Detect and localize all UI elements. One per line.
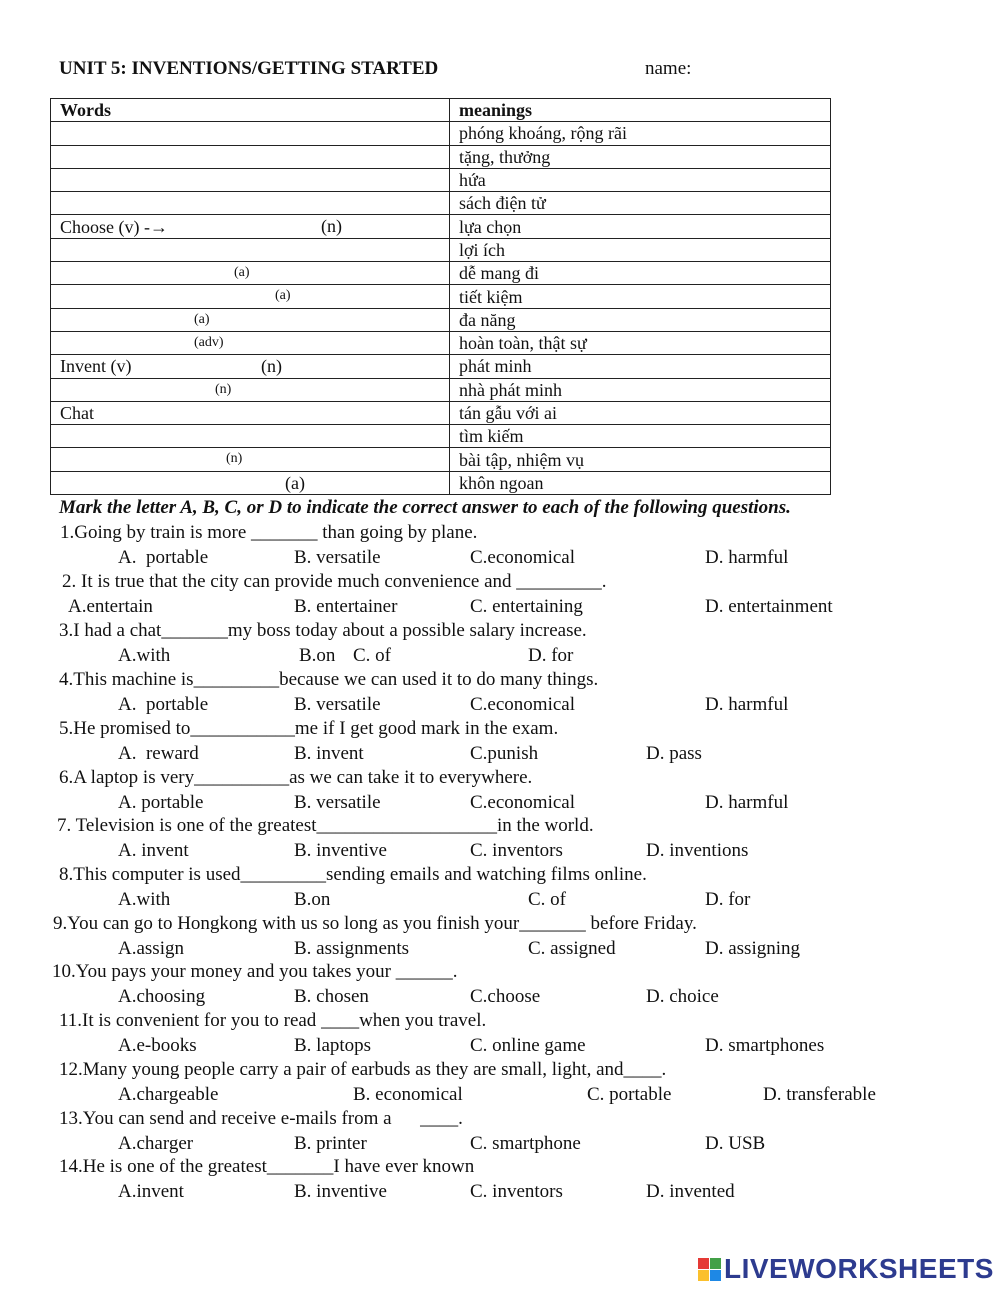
- question-text: [59, 718, 558, 740]
- answer-option[interactable]: A. portable: [118, 792, 204, 813]
- answer-option[interactable]: D. USB: [705, 1133, 766, 1154]
- question-text: [59, 767, 532, 789]
- vocab-row: [51, 262, 831, 285]
- answer-option[interactable]: A. portable: [118, 547, 209, 568]
- question-stem: 13.You can send and receive e-mails from a: [59, 1108, 421, 1129]
- question-text: [52, 961, 458, 983]
- meaning-cell: tán gẫu với ai: [450, 401, 831, 424]
- word-cell[interactable]: [51, 168, 450, 191]
- word-cell[interactable]: [51, 425, 450, 448]
- part-of-speech-label: (a): [275, 288, 291, 304]
- answer-option[interactable]: D. harmful: [705, 547, 789, 568]
- answer-blank[interactable]: ____: [623, 1059, 662, 1080]
- words-column-header: Words: [51, 99, 450, 122]
- question-ending: before Friday.: [585, 913, 697, 934]
- answer-option[interactable]: C. assigned: [528, 938, 616, 959]
- question-stem: 11.It is convenient for you to read: [59, 1010, 322, 1031]
- meaning-cell: hoàn toàn, thật sự: [450, 331, 831, 354]
- question-ending: when you travel.: [359, 1010, 487, 1031]
- question-stem: 3.I had a chat: [59, 620, 162, 641]
- answer-option[interactable]: A.e-books: [118, 1035, 197, 1056]
- question-stem: 2. It is true that the city can provide much convenience and: [62, 571, 517, 592]
- answer-blank[interactable]: ___________________: [316, 815, 498, 836]
- vocab-row: [51, 145, 831, 168]
- answer-option[interactable]: D. harmful: [705, 792, 789, 813]
- part-of-speech-label: (n): [226, 451, 243, 467]
- vocab-row: [51, 215, 831, 238]
- answer-option[interactable]: B. assignments: [294, 938, 410, 959]
- answer-option[interactable]: C. inventors: [470, 840, 563, 861]
- question-ending: .: [661, 1059, 667, 1080]
- part-of-speech-label: (adv): [194, 334, 224, 350]
- answer-blank[interactable]: _________: [516, 571, 602, 592]
- word-cell[interactable]: [51, 331, 450, 354]
- answer-option[interactable]: B. chosen: [294, 986, 369, 1007]
- answer-blank[interactable]: ______: [395, 961, 453, 982]
- answer-blank[interactable]: _______: [266, 1156, 334, 1177]
- answer-option[interactable]: B. versatile: [294, 694, 381, 715]
- part-of-speech-label: (n): [215, 381, 232, 397]
- vocab-row: [51, 331, 831, 354]
- answer-option[interactable]: A.charger: [118, 1133, 194, 1154]
- word-cell[interactable]: [51, 355, 450, 378]
- vocab-row: [51, 378, 831, 401]
- word-cell[interactable]: [51, 308, 450, 331]
- answer-option[interactable]: A.with: [118, 889, 171, 910]
- question-stem: 9.You can go to Hongkong with us so long as you finish your: [53, 913, 520, 934]
- question-ending: .: [452, 961, 458, 982]
- question-text: [59, 1059, 666, 1081]
- question-text: [59, 620, 587, 642]
- answer-option[interactable]: C. portable: [587, 1084, 672, 1105]
- question-text: [53, 913, 697, 935]
- answer-option[interactable]: D. entertainment: [705, 596, 833, 617]
- answer-option[interactable]: A.assign: [118, 938, 184, 959]
- question-stem: 4.This machine is: [59, 669, 194, 690]
- word-text: Choose (v) -: [60, 216, 150, 237]
- vocab-row: [51, 471, 831, 494]
- meaning-cell: hứa: [450, 168, 831, 191]
- answer-option[interactable]: B.on: [294, 889, 331, 910]
- answer-option[interactable]: B. inventive: [294, 1181, 387, 1202]
- question-ending: than going by plane.: [317, 522, 478, 543]
- question-text: [60, 522, 477, 544]
- word-text: Chat: [60, 403, 94, 423]
- question-stem: 12.Many young people carry a pair of earbuds as they are small, light, and: [59, 1059, 624, 1080]
- answer-option[interactable]: B. printer: [294, 1133, 367, 1154]
- meaning-cell: khôn ngoan: [450, 471, 831, 494]
- answer-blank[interactable]: _________: [193, 669, 280, 690]
- meaning-cell: dễ mang đi: [450, 262, 831, 285]
- answer-option[interactable]: D. invented: [646, 1181, 735, 1202]
- answer-blank[interactable]: _______: [519, 913, 586, 934]
- answer-option[interactable]: A. portable: [118, 694, 209, 715]
- logo-text: LIVEWORKSHEETS: [724, 1253, 994, 1284]
- vocab-row: [51, 238, 831, 261]
- logo-icon: [698, 1258, 721, 1281]
- answer-option[interactable]: A. reward: [118, 743, 199, 764]
- part-of-speech-label: (n): [321, 216, 342, 237]
- meaning-cell: lợi ích: [450, 238, 831, 261]
- vocab-row: [51, 425, 831, 448]
- meaning-cell: phát minh: [450, 355, 831, 378]
- question-ending: .: [458, 1108, 463, 1129]
- answer-option[interactable]: A. invent: [118, 840, 189, 861]
- answer-blank[interactable]: _______: [161, 620, 228, 641]
- vocab-row: [51, 308, 831, 331]
- question-ending: I have ever known: [333, 1156, 475, 1177]
- vocab-row: [51, 401, 831, 424]
- answer-option[interactable]: C.punish: [470, 743, 539, 764]
- answer-option[interactable]: D. assigning: [705, 938, 800, 959]
- word-cell[interactable]: [51, 378, 450, 401]
- answer-option[interactable]: C.economical: [470, 547, 575, 568]
- answer-option[interactable]: D. inventions: [646, 840, 749, 861]
- question-stem: 1.Going by train is more: [60, 522, 252, 543]
- question-stem: 14.He is one of the greatest: [59, 1156, 267, 1177]
- answer-option[interactable]: B. entertainer: [294, 596, 398, 617]
- meaning-cell: sách điện tử: [450, 192, 831, 215]
- answer-blank[interactable]: ___________: [190, 718, 295, 739]
- meaning-cell: phóng khoáng, rộng rãi: [450, 122, 831, 145]
- answer-option[interactable]: C.choose: [470, 986, 541, 1007]
- answer-option[interactable]: A.invent: [118, 1181, 184, 1202]
- meaning-cell: tiết kiệm: [450, 285, 831, 308]
- word-cell[interactable]: [51, 262, 450, 285]
- question-text: [59, 1010, 486, 1032]
- word-cell[interactable]: [51, 192, 450, 215]
- question-text: [59, 864, 647, 886]
- answer-option[interactable]: D. smartphones: [705, 1035, 825, 1056]
- question-ending: in the world.: [497, 815, 594, 836]
- question-ending: me if I get good mark in the exam.: [294, 718, 559, 739]
- answer-option[interactable]: B. versatile: [294, 792, 381, 813]
- meaning-cell: nhà phát minh: [450, 378, 831, 401]
- part-of-speech-label: (a): [194, 311, 210, 327]
- answer-option[interactable]: C. smartphone: [470, 1133, 581, 1154]
- part-of-speech-label: (a): [234, 265, 250, 281]
- word-cell[interactable]: [51, 238, 450, 261]
- answer-option[interactable]: D. transferable: [763, 1084, 876, 1105]
- answer-blank[interactable]: _________: [240, 864, 327, 885]
- answer-option[interactable]: C. entertaining: [470, 596, 583, 617]
- word-cell[interactable]: [51, 448, 450, 471]
- question-stem: 10.You pays your money and you takes your: [52, 961, 396, 982]
- answer-blank[interactable]: ____: [420, 1108, 459, 1129]
- answer-blank[interactable]: ____: [321, 1010, 360, 1031]
- answer-option[interactable]: B. laptops: [294, 1035, 372, 1056]
- question-ending: .: [601, 571, 607, 592]
- answer-option[interactable]: B. invent: [294, 743, 364, 764]
- word-text: Invent (v): [60, 356, 132, 377]
- question-ending: sending emails and watching films online.: [326, 864, 647, 885]
- meanings-column-header: meanings: [450, 99, 831, 122]
- part-of-speech-label: (a): [285, 472, 305, 493]
- answer-option[interactable]: B. versatile: [294, 547, 381, 568]
- vocab-header-row: [51, 99, 831, 122]
- vocab-row: [51, 168, 831, 191]
- vocabulary-table: [50, 98, 831, 495]
- question-stem: 5.He promised to: [59, 718, 191, 739]
- question-ending: my boss today about a possible salary increase.: [227, 620, 587, 641]
- answer-blank[interactable]: _______: [251, 522, 318, 543]
- arrow-icon: →: [149, 216, 168, 237]
- answer-option[interactable]: B. inventive: [294, 840, 387, 861]
- meaning-cell: tìm kiếm: [450, 425, 831, 448]
- answer-option[interactable]: C.economical: [470, 792, 575, 813]
- answer-blank[interactable]: __________: [194, 767, 290, 788]
- meaning-cell: bài tập, nhiệm vụ: [450, 448, 831, 471]
- question-ending: because we can used it to do many things.: [279, 669, 599, 690]
- meaning-cell: đa năng: [450, 308, 831, 331]
- answer-option[interactable]: D. harmful: [705, 694, 789, 715]
- answer-option[interactable]: D. for: [528, 645, 574, 666]
- answer-option[interactable]: C. of: [528, 889, 566, 910]
- answer-option[interactable]: D. pass: [646, 743, 702, 764]
- vocab-row: [51, 355, 831, 378]
- question-text: [62, 571, 607, 593]
- answer-option[interactable]: D. choice: [646, 986, 719, 1007]
- part-of-speech-label: (n): [261, 356, 282, 377]
- vocab-row: [51, 192, 831, 215]
- answer-option[interactable]: B.on: [299, 645, 336, 666]
- word-cell[interactable]: [51, 145, 450, 168]
- answer-option[interactable]: C. online game: [470, 1035, 586, 1056]
- question-ending: as we can take it to everywhere.: [289, 767, 533, 788]
- meaning-cell: tặng, thưởng: [450, 145, 831, 168]
- answer-option[interactable]: A.entertain: [68, 596, 153, 617]
- answer-option[interactable]: C.economical: [470, 694, 575, 715]
- answer-option[interactable]: A.choosing: [118, 986, 206, 1007]
- word-cell[interactable]: [51, 471, 450, 494]
- instruction-text: Mark the letter A, B, C, or D to indicate the correct answer to each of the following questions.: [59, 497, 791, 518]
- word-cell[interactable]: [51, 401, 450, 424]
- question-text: [59, 1156, 474, 1178]
- vocab-row: [51, 122, 831, 145]
- question-text: [57, 815, 594, 837]
- meaning-cell: lựa chọn: [450, 215, 831, 238]
- answer-option[interactable]: C. inventors: [470, 1181, 563, 1202]
- word-cell[interactable]: [51, 285, 450, 308]
- answer-option[interactable]: B. economical: [353, 1084, 463, 1105]
- answer-option[interactable]: A.with: [118, 645, 171, 666]
- answer-option[interactable]: A.chargeable: [118, 1084, 219, 1105]
- question-stem: 6.A laptop is very: [59, 767, 195, 788]
- worksheet-title: UNIT 5: INVENTIONS/GETTING STARTED: [59, 58, 439, 79]
- question-stem: 8.This computer is used: [59, 864, 241, 885]
- answer-option[interactable]: C. of: [353, 645, 391, 666]
- name-label: name:: [645, 58, 692, 79]
- word-cell[interactable]: [51, 215, 450, 238]
- liveworksheets-logo: [698, 1252, 994, 1286]
- question-text: [59, 1108, 463, 1130]
- answer-option[interactable]: D. for: [705, 889, 751, 910]
- question-text: [59, 669, 598, 691]
- vocab-row: [51, 285, 831, 308]
- question-stem: 7. Television is one of the greatest: [57, 815, 317, 836]
- word-cell[interactable]: [51, 122, 450, 145]
- vocab-row: [51, 448, 831, 471]
